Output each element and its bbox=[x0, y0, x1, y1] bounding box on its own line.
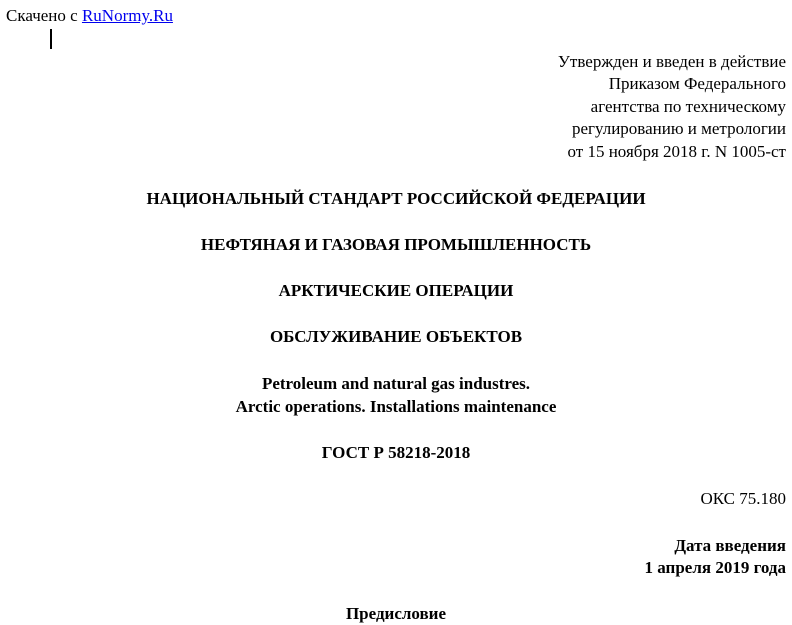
title-line-3: ОБСЛУЖИВАНИЕ ОБЪЕКТОВ bbox=[269, 327, 523, 346]
approval-line: Приказом Федерального bbox=[608, 74, 786, 94]
title-line-2: АРКТИЧЕСКИЕ ОПЕРАЦИИ bbox=[278, 281, 514, 300]
approval-line: Утвержден и введен в действие bbox=[557, 52, 786, 71]
source-note-prefix: Скачено с bbox=[6, 6, 82, 25]
approval-block bbox=[558, 51, 786, 163]
text-cursor bbox=[50, 29, 52, 49]
approval-line: от 15 ноября 2018 г. N 1005-ст bbox=[567, 141, 786, 161]
approval-line: регулированию и метрологии bbox=[571, 119, 786, 139]
english-title-line-1: Petroleum and natural gas industres. bbox=[261, 374, 531, 393]
title-line-1: НЕФТЯНАЯ И ГАЗОВАЯ ПРОМЫШЛЕННОСТЬ bbox=[200, 235, 592, 254]
preface-heading: Предисловие bbox=[345, 604, 447, 623]
intro-date-label: Дата введения bbox=[674, 536, 786, 555]
source-note bbox=[6, 6, 173, 26]
source-link[interactable]: RuNormy.Ru bbox=[81, 6, 173, 25]
approval-line: агентства по техническому bbox=[590, 96, 786, 116]
standard-type-heading: НАЦИОНАЛЬНЫЙ СТАНДАРТ РОССИЙСКОЙ ФЕДЕРАЦИИ bbox=[146, 189, 646, 208]
oks-code: ОКС 75.180 bbox=[700, 489, 786, 508]
gost-number: ГОСТ Р 58218-2018 bbox=[321, 443, 471, 462]
intro-date-value: 1 апреля 2019 года bbox=[644, 558, 786, 577]
english-title-line-2: Arctic operations. Installations maintenance bbox=[235, 397, 557, 416]
